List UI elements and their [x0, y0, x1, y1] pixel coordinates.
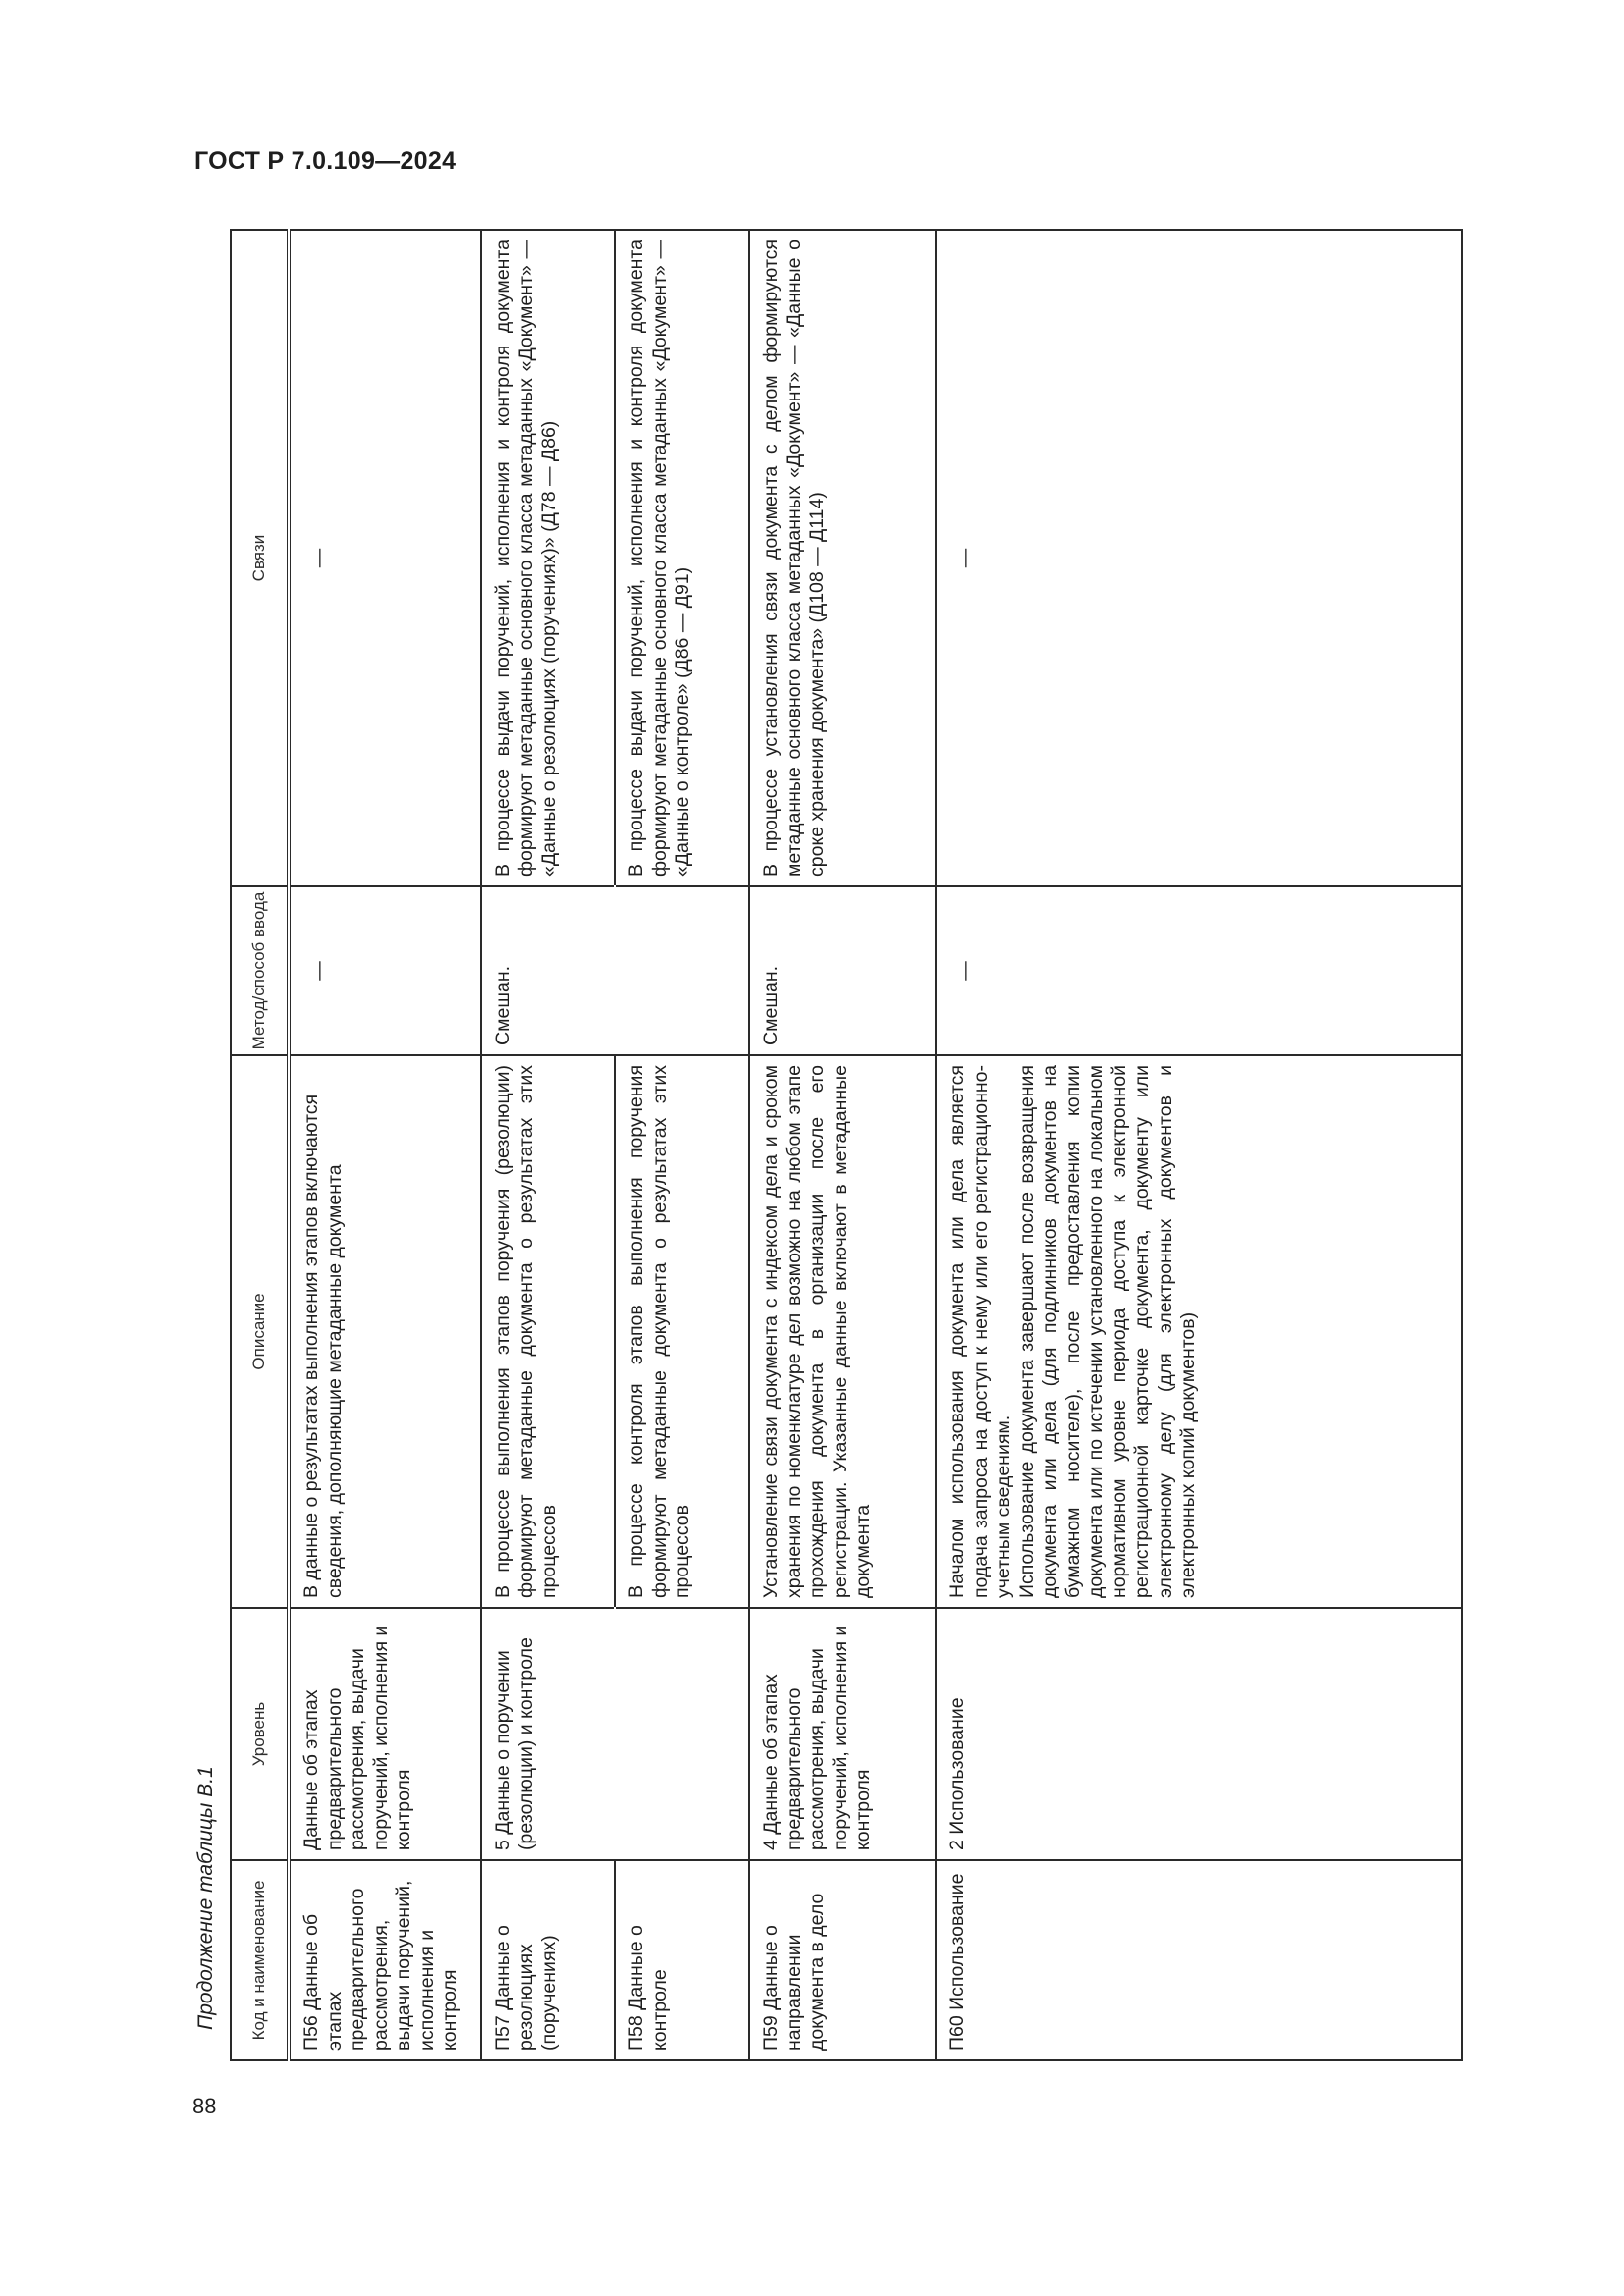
cell-level: 2 Использование — [936, 1608, 1462, 1860]
cell-description: Установление связи документа с индексом дела и сроком хранения по номенклатуре дел возможно на любом этапе прохождения документа в организации после его регистрации. Указанные данные включают в метаданные документа — [749, 1055, 936, 1608]
table-row — [481, 230, 615, 2060]
metadata-table — [230, 229, 1463, 2061]
cell-links: В процессе выдачи поручений, исполнения и контроля документа формируют метаданные основного класса метаданных «Документ» — «Данные о резолюциях (поручениях)» (Д78 — Д86) — [481, 230, 615, 886]
column-header-method: Метод/способ ввода — [231, 886, 289, 1055]
cell-method: Смешан. — [481, 886, 615, 1055]
cell-description: В процессе выполнения этапов поручения (резолюции) формируют метаданные документа о результатах этих процессов — [481, 1055, 615, 1608]
cell-method: Смешан. — [749, 886, 936, 1055]
table-caption: Продолжение таблицы В.1 — [194, 1766, 217, 2030]
cell-code: П59 Данные о направлении документа в дело — [749, 1860, 936, 2060]
column-header-code: Код и наименование — [231, 1860, 289, 2060]
cell-level: 4 Данные об этапах предварительного рассмотрения, выдачи поручений, исполнения и контроля — [749, 1608, 936, 1860]
cell-description: В процессе контроля этапов выполнения поручения формируют метаданные документа о результатах этих процессов — [615, 1055, 749, 1608]
cell-links: — — [289, 230, 481, 886]
cell-code: П60 Использование — [936, 1860, 1462, 2060]
cell-description: В данные о результатах выполнения этапов включаются сведения, дополняющие метаданные документа — [289, 1055, 481, 1608]
table-row — [289, 230, 481, 2060]
description-paragraph: Использование документа завершают после возвращения документа или дела (для подлинников документов на бумажном носителе), после предоставления копии документа или по истечении установленного на локальном нормативном уровне периода доступа к электронной регистрационной карточке документа, документу или электронному делу (для электронных документов и электронных копий документов) — [1015, 1065, 1199, 1598]
rotated-table-container — [230, 231, 1463, 2061]
table-row — [936, 230, 1462, 2060]
column-header-level: Уровень — [231, 1608, 289, 1860]
page-number: 88 — [192, 2094, 217, 2118]
cell-method: — — [289, 886, 481, 1055]
cell-code: П58 Данные о контроле — [615, 1860, 749, 2060]
cell-level: Данные об этапах предварительного рассмотрения, выдачи поручений, исполнения и контроля — [289, 1608, 481, 1860]
cell-level — [615, 1608, 749, 1860]
table-row — [615, 230, 749, 2060]
cell-method — [615, 886, 749, 1055]
cell-code: П56 Данные об этапах предварительного рассмотрения, выдачи поручений, исполнения и контроля — [289, 1860, 481, 2060]
table-header-row — [231, 230, 289, 2060]
standard-header: ГОСТ Р 7.0.109—2024 — [194, 147, 457, 175]
cell-links: В процессе выдачи поручений, исполнения и контроля документа формируют метаданные основного класса метаданных «Документ» — «Данные о контроле» (Д86 — Д91) — [615, 230, 749, 886]
cell-links: В процессе установления связи документа с делом формируются метаданные основного класса метаданных «Документ» — «Данные о сроке хранения документа» (Д108 — Д114) — [749, 230, 936, 886]
cell-level: 5 Данные о поручении (резолюции) и контроле — [481, 1608, 615, 1860]
cell-code: П57 Данные о резолюциях (поручениях) — [481, 1860, 615, 2060]
column-header-links: Связи — [231, 230, 289, 886]
cell-method: — — [936, 886, 1462, 1055]
table-row — [749, 230, 936, 2060]
cell-links: — — [936, 230, 1462, 886]
cell-description — [936, 1055, 1462, 1608]
description-paragraph: Началом использования документа или дела является подача запроса на доступ к нему или его регистрационно-учетным сведениям. — [947, 1065, 1014, 1598]
column-header-description: Описание — [231, 1055, 289, 1608]
